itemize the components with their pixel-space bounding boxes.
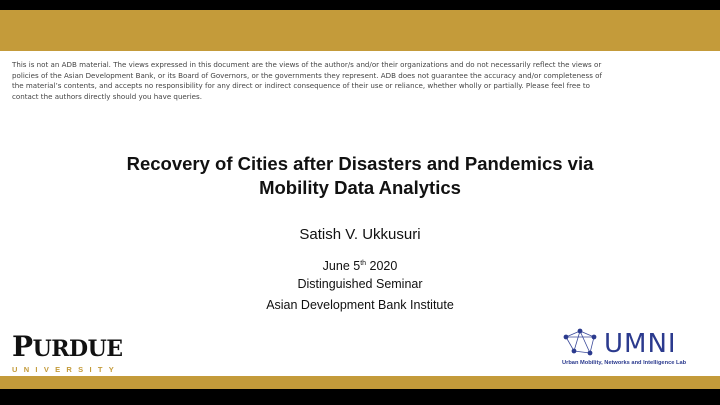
network-graphic-icon — [560, 327, 604, 361]
date-suffix: th — [360, 260, 367, 267]
top-black-band — [0, 0, 720, 10]
purdue-rest: URDUE — [32, 336, 123, 362]
limni-logo — [560, 327, 712, 371]
disclaimer-line: the material’s contents, and accepts no responsibility for any direct or indirect consequence of their use or reliance, whether wholly or partially. Please feel free to — [12, 81, 591, 91]
disclaimer-line: This is not an ADB material. The views expressed in this document are the views of the author/s and/or their organizations and do not necessarily reflect the views or — [12, 60, 602, 69]
top-gold-band — [0, 10, 720, 51]
disclaimer-line: contact the authors directly should you have queries. — [12, 91, 203, 101]
date-month-day: June 5 — [322, 259, 361, 273]
limni-subtitle: Urban Mobility, Networks and Intelligence Lab — [562, 360, 687, 366]
bottom-gold-band — [0, 376, 720, 389]
author-name: Satish V. Ukkusuri — [299, 226, 421, 243]
institute-name: Asian Development Bank Institute — [266, 298, 454, 312]
title-line-1: Recovery of Cities after Disasters and Pandemics via — [126, 153, 594, 174]
date-year: 2020 — [366, 259, 398, 273]
bottom-black-band — [0, 389, 720, 405]
purdue-wordmark — [12, 330, 132, 363]
purdue-subtitle: UNIVERSITY — [12, 365, 121, 374]
disclaimer-line: policies of the Asian Development Bank, or its Board of Governors, or the governments they represent. ADB does not guarantee the accuracy and/or completeness of — [12, 70, 602, 80]
title-line-2: Mobility Data Analytics — [259, 177, 461, 198]
presentation-date — [0, 259, 720, 273]
purdue-first-letter: P — [12, 330, 33, 363]
purdue-logo — [12, 330, 132, 374]
slide-title — [40, 152, 680, 200]
event-name: Distinguished Seminar — [297, 277, 423, 291]
disclaimer — [12, 60, 612, 102]
limni-wordmark: UMNI — [604, 329, 677, 359]
